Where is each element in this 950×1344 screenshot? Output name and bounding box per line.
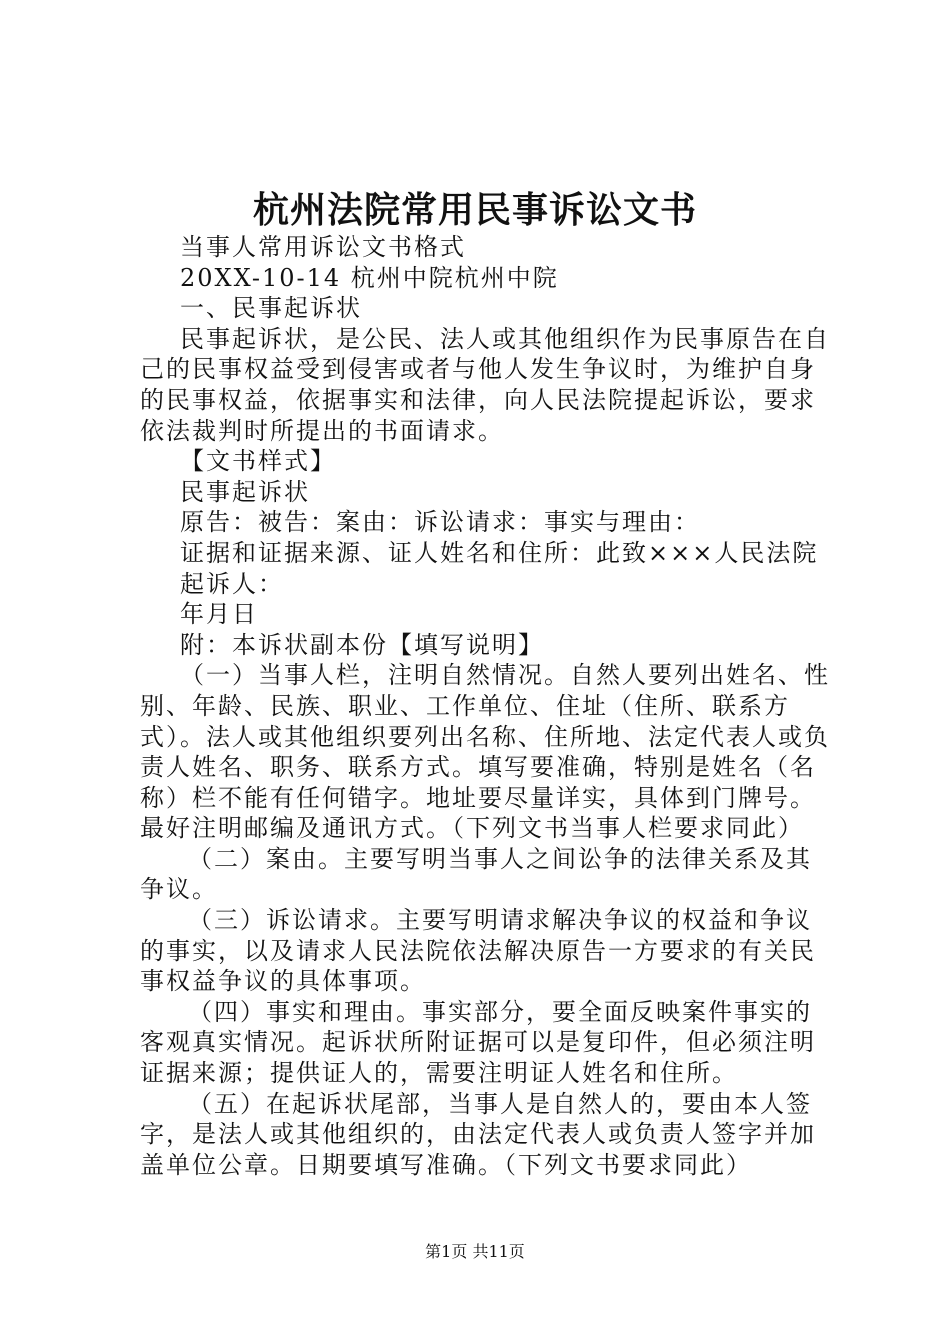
note-paragraph: （二）案由。主要写明当事人之间讼争的法律关系及其争议。 — [140, 844, 812, 904]
sample-plaintiff-line: 起诉人： — [180, 569, 284, 598]
note-paragraph: （五）在起诉状尾部，当事人是自然人的，要由本人签字，是法人或其他组织的，由法定代表人或负责人签字并加盖单位公章。日期要填写准确。（下列文书要求同此） — [140, 1089, 816, 1179]
document-body — [140, 232, 830, 1180]
sample-evidence-line: 证据和证据来源、证人姓名和住所：此致×××人民法院 — [180, 538, 819, 567]
date-source-line: 20XX-10-14 杭州中院杭州中院 — [180, 263, 559, 292]
document-title: 杭州法院常用民事诉讼文书 — [252, 189, 697, 231]
sample-parties-line: 原告：被告：案由：诉讼请求：事实与理由： — [180, 508, 700, 537]
section-heading: 一、民事起诉状 — [180, 294, 362, 323]
note-paragraph: （一）当事人栏，注明自然情况。自然人要列出姓名、性别、年龄、民族、职业、工作单位、住址（住所、联系方式）。法人或其他组织要列出名称、住所地、法定代表人或负责人姓名、职务、联系方式。填写要准确，特别是姓名（名称）栏不能有任何错字。地址要尽量详实，具体到门牌号。最好注明邮编及通讯方式。（下列文书当事人栏要求同此） — [140, 661, 830, 843]
sample-title: 民事起诉状 — [180, 477, 310, 506]
sample-attachment-line: 附：本诉状副本份【填写说明】 — [180, 630, 544, 659]
sample-heading: 【文书样式】 — [180, 447, 336, 476]
format-heading: 当事人常用诉讼文书格式 — [180, 233, 466, 261]
definition-paragraph: 民事起诉状，是公民、法人或其他组织作为民事原告在自己的民事权益受到侵害或者与他人发生争议时，为维护自身的民事权益，依据事实和法律，向人民法院提起诉讼，要求依法裁判时所提出的书面请求。 — [140, 324, 830, 445]
sample-date-line: 年月日 — [180, 600, 258, 629]
page-number-footer: 第1页 共11页 — [425, 1242, 525, 1261]
note-paragraph: （四）事实和理由。事实部分，要全面反映案件事实的客观真实情况。起诉状所附证据可以是复印件，但必须注明证据来源；提供证人的，需要注明证人姓名和住所。 — [140, 997, 816, 1088]
note-paragraph: （三）诉讼请求。主要写明请求解决争议的权益和争议的事实，以及请求人民法院依法解决原告一方要求的有关民事权益争议的具体事项。 — [140, 906, 816, 996]
